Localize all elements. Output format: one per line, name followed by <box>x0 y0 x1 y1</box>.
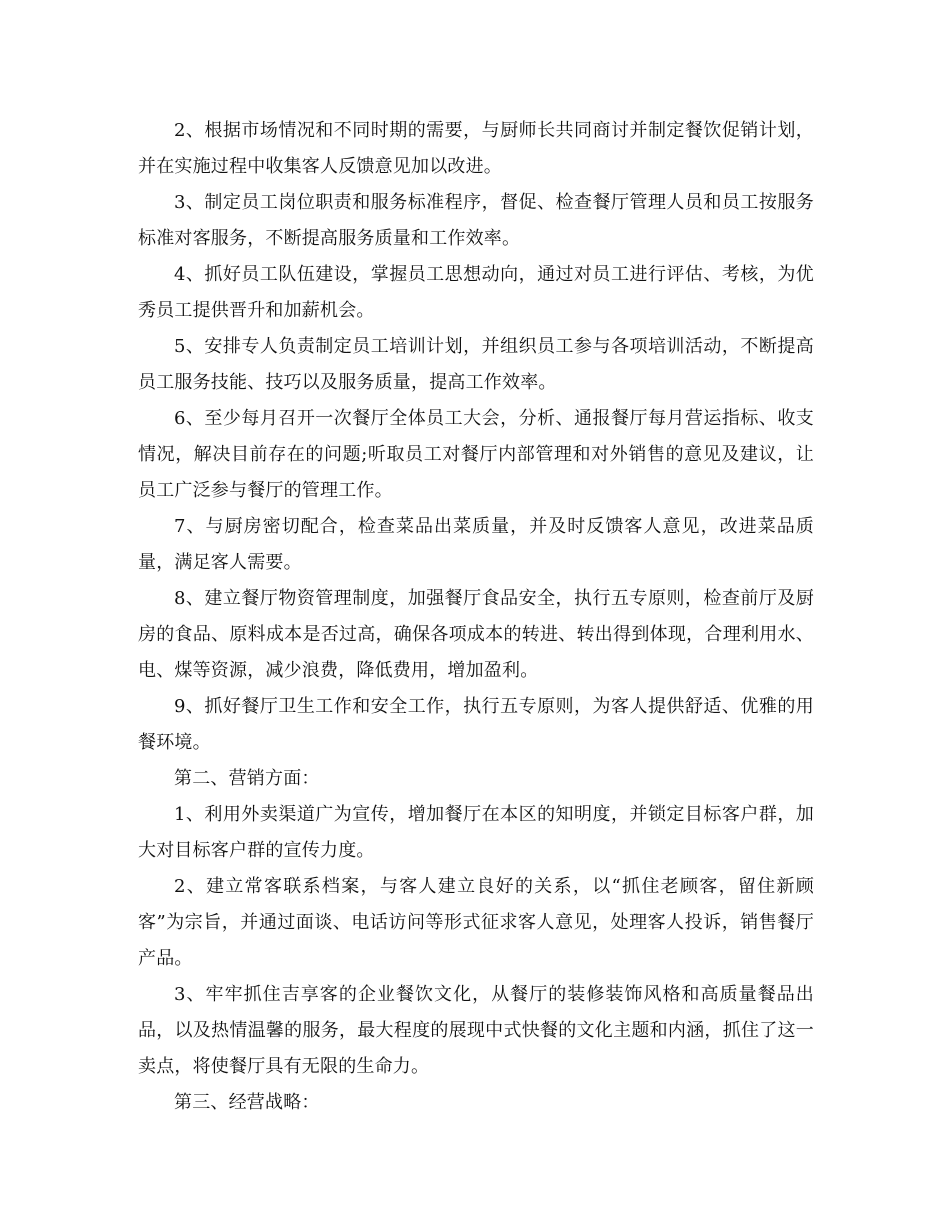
paragraph-item-8-materials-management: 8、建立餐厅物资管理制度，加强餐厅食品安全，执行五专原则，检查前厅及厨房的食品、原料成本是否过高，确保各项成本的转进、转出得到体现，合理利用水、电、煤等资源，减少浪费，降低费用，增加盈利。 <box>138 588 814 681</box>
paragraph-marketing-2-customer-files: 2、建立常客联系档案，与客人建立良好的关系，以“抓住老顾客，留住新顾客”为宗旨，并通过面谈、电话访问等形式征求客人意见，处理客人投诉，销售餐厅产品。 <box>138 876 814 969</box>
paragraph-item-5-training: 5、安排专人负责制定员工培训计划，并组织员工参与各项培训活动，不断提高员工服务技能、技巧以及服务质量，提高工作效率。 <box>138 336 814 393</box>
document-body <box>138 113 814 1121</box>
section-heading-strategy: 第三、经营战略： <box>174 1092 320 1113</box>
paragraph-marketing-3-culture: 3、牢牢抓住吉享客的企业餐饮文化，从餐厅的装修装饰风格和高质量餐品出品，以及热情温馨的服务，最大程度的展现中式快餐的文化主题和内涵，抓住了这一卖点，将使餐厅具有无限的生命力。 <box>138 984 814 1077</box>
section-heading-marketing: 第二、营销方面： <box>174 768 320 789</box>
paragraph-item-2-promotion-plan: 2、根据市场情况和不同时期的需要，与厨师长共同商讨并制定餐饮促销计划，并在实施过程中收集客人反馈意见加以改进。 <box>138 120 814 177</box>
paragraph-item-4-team-building: 4、抓好员工队伍建设，掌握员工思想动向，通过对员工进行评估、考核，为优秀员工提供晋升和加薪机会。 <box>138 264 814 321</box>
paragraph-item-9-hygiene-safety: 9、抓好餐厅卫生工作和安全工作，执行五专原则，为客人提供舒适、优雅的用餐环境。 <box>138 696 814 753</box>
paragraph-marketing-1-delivery: 1、利用外卖渠道广为宣传，增加餐厅在本区的知明度，并锁定目标客户群，加大对目标客户群的宣传力度。 <box>138 804 814 861</box>
paragraph-item-3-job-duties: 3、制定员工岗位职责和服务标准程序，督促、检查餐厅管理人员和员工按服务标准对客服务，不断提高服务质量和工作效率。 <box>138 192 814 249</box>
paragraph-item-7-kitchen-cooperation: 7、与厨房密切配合，检查菜品出菜质量，并及时反馈客人意见，改进菜品质量，满足客人需要。 <box>138 516 814 573</box>
paragraph-item-6-staff-meeting: 6、至少每月召开一次餐厅全体员工大会，分析、通报餐厅每月营运指标、收支情况，解决目前存在的问题;听取员工对餐厅内部管理和对外销售的意见及建议，让员工广泛参与餐厅的管理工作。 <box>138 408 814 501</box>
